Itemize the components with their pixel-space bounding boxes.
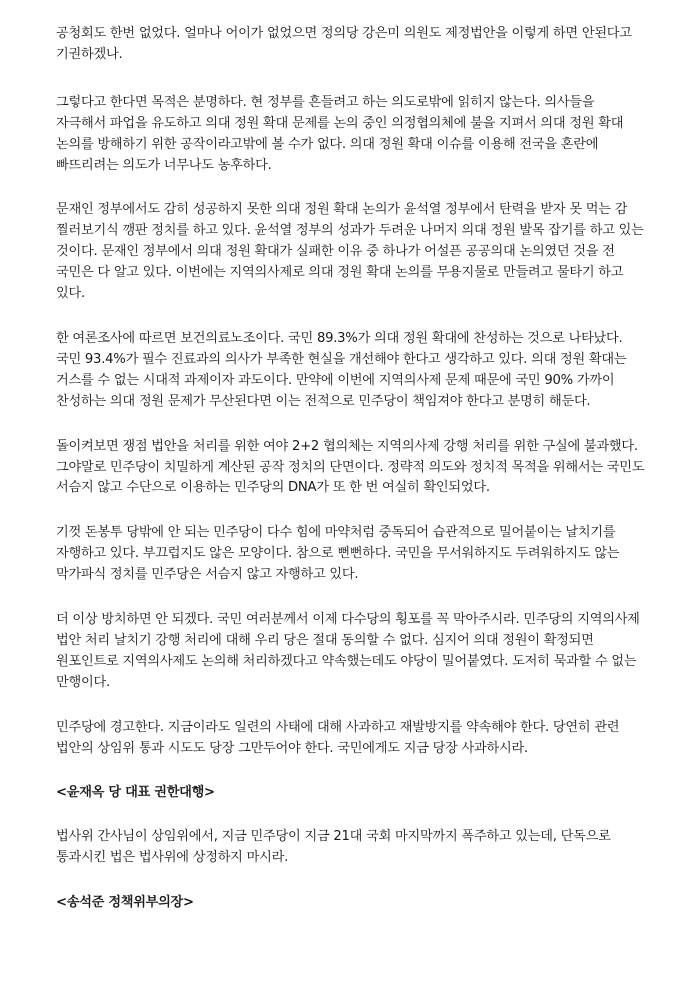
- speaker-heading-acting-leader: <윤재옥 당 대표 권한대행>: [56, 785, 215, 801]
- paragraph-railroading: 기껏 돈봉투 당밖에 안 되는 민주당이 다수 힘에 마약처럼 중독되어 습관적으로 밀어붙이는 날치기를 자행하고 있다. 부끄럽지도 않은 모양이다. 참으로 뻔뻔하다. 국민을 무서워하지도 두려워하지도 않는 막가파식 정치를 민주당은 서슴지 않고 자행하고 있다.: [56, 525, 620, 583]
- paragraph-public-hearing: 공청회도 한번 없었다. 얼마나 어이가 없었으면 정의당 강은미 의원도 제정법안을 이렇게 하면 안된다고 기권하겠나.: [56, 26, 632, 62]
- paragraph-warning: 민주당에 경고한다. 지금이라도 일련의 사태에 대해 사과하고 재발방지를 약속해야 한다. 당연히 관련 법안의 상임위 통과 시도도 당장 그만두어야 한다. 국민에게도 지금 당장 사과하시라.: [56, 719, 620, 756]
- paragraph-purpose: 그렇다고 한다면 목적은 분명하다. 현 정부를 흔들려고 하는 의도로밖에 읽히지 않는다. 의사들을 자극해서 파업을 유도하고 의대 정원 확대 문제를 논의 중인 의정협의체에 불을 지펴서 의대 정원 확대 논의를 방해하기 위한 공작이라고밖에 볼 수가 없다. 의대 정원 확대 이슈를 이용해 전국을 혼란에 빠뜨리려는 의도가 너무나도 농후하다.: [56, 94, 624, 173]
- paragraph-poll: 한 여론조사에 따르면 보건의료노조이다. 국민 89.3%가 의대 정원 확대에 찬성하는 것으로 나타났다. 국민 93.4%가 필수 진료과의 의사가 부족한 현실을 개선해야 한다고 생각하고 있다. 의대 정원 확대는 거스를 수 없는 시대적 과제이자 과도이다. 만약에 이번에 지역의사제 문제 때문에 국민 90% 가까이 찬성하는 의대 정원 문제가 무산된다면 이는 전적으로 민주당이 책임져야 한다고 분명히 해둔다.: [56, 330, 627, 409]
- paragraph-council: 돌이켜보면 쟁점 법안을 처리를 위한 여야 2+2 협의체는 지역의사제 강행 처리를 위한 구실에 불과했다. 그야말로 민주당이 치밀하게 계산된 공작 정치의 단면이다. 정략적 의도와 정치적 목적을 위해서는 국민도 서슴지 않고 수단으로 이용하는 민주당의 DNA가 또 한 번 여실히 확인되었다.: [56, 438, 645, 496]
- paragraph-moon-government: 문재인 정부에서도 감히 성공하지 못한 의대 정원 확대 논의가 윤석열 정부에서 탄력을 받자 못 먹는 감 찔러보기식 깽판 정치를 하고 있다. 윤석열 정부의 성과가 두려운 나머지 의대 정원 발목 잡기를 하고 있는 것이다. 문재인 정부에서 의대 정원 확대가 실패한 이유 중 하나가 어설픈 공공의대 논의였던 것을 전 국민은 다 알고 있다. 이번에는 지역의사제로 의대 정원 확대 논의를 무용지물로 만들려고 물타기 하고 있다.: [56, 202, 644, 302]
- speaker-heading-policy-vice-chair: <송석준 정책위부의장>: [56, 895, 194, 911]
- paragraph-appeal: 더 이상 방치하면 안 되겠다. 국민 여러분께서 이제 다수당의 횡포를 꼭 막아주시라. 민주당의 지역의사제 법안 처리 날치기 강행 처리에 대해 우리 당은 절대 동의할 수 없다. 심지어 의대 정원이 확정되면 원포인트로 지역의사제도 논의해 처리하겠다고 약속했는데도 야당이 밀어붙였다. 도저히 묵과할 수 없는 만행이다.: [56, 612, 640, 690]
- paragraph-judiciary-committee: 법사위 간사님이 상임위에서, 지금 민주당이 지금 21대 국회 마지막까지 폭주하고 있는데, 단독으로 통과시킨 법은 법사위에 상정하지 마시라.: [56, 829, 611, 866]
